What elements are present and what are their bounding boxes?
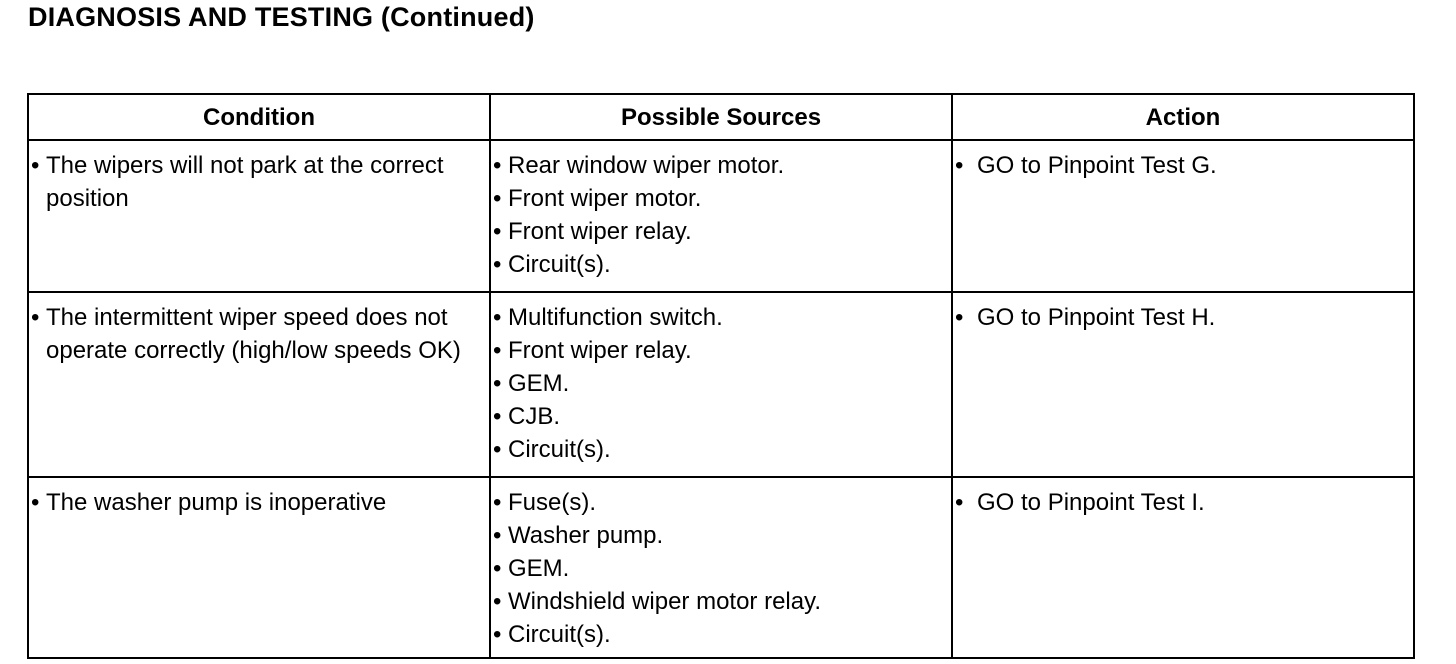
- diagnosis-table: [27, 93, 1415, 659]
- source-item: • Circuit(s).: [493, 248, 945, 281]
- possible-sources-cell: [490, 477, 952, 658]
- column-header-condition: Condition: [28, 94, 490, 140]
- column-header-action: Action: [952, 94, 1414, 140]
- condition-item: • The intermittent wiper speed does not operate correctly (high/low speeds OK): [31, 301, 483, 367]
- source-item: • CJB.: [493, 400, 945, 433]
- page-title: DIAGNOSIS AND TESTING (Continued): [28, 2, 535, 32]
- table-header-row: [28, 94, 1414, 140]
- action-item: • GO to Pinpoint Test I.: [955, 486, 1407, 519]
- source-item: • Circuit(s).: [493, 618, 945, 651]
- table-row: [28, 477, 1414, 658]
- action-item: • GO to Pinpoint Test G.: [955, 149, 1407, 182]
- action-cell: [952, 140, 1414, 292]
- source-item: • GEM.: [493, 367, 945, 400]
- source-item: • Circuit(s).: [493, 433, 945, 466]
- source-item: • Fuse(s).: [493, 486, 945, 519]
- condition-cell: [28, 292, 490, 477]
- table-row: [28, 140, 1414, 292]
- action-item: • GO to Pinpoint Test H.: [955, 301, 1407, 334]
- possible-sources-cell: [490, 292, 952, 477]
- condition-item: • The washer pump is inoperative: [31, 486, 483, 519]
- source-item: • Front wiper relay.: [493, 334, 945, 367]
- source-item: • Front wiper motor.: [493, 182, 945, 215]
- action-cell: [952, 292, 1414, 477]
- condition-cell: [28, 477, 490, 658]
- condition-item: • The wipers will not park at the correct position: [31, 149, 483, 215]
- action-cell: [952, 477, 1414, 658]
- source-item: • Multifunction switch.: [493, 301, 945, 334]
- column-header-possible-sources: Possible Sources: [490, 94, 952, 140]
- table-row: [28, 292, 1414, 477]
- source-item: • Washer pump.: [493, 519, 945, 552]
- condition-cell: [28, 140, 490, 292]
- possible-sources-cell: [490, 140, 952, 292]
- source-item: • GEM.: [493, 552, 945, 585]
- source-item: • Windshield wiper motor relay.: [493, 585, 945, 618]
- source-item: • Rear window wiper motor.: [493, 149, 945, 182]
- source-item: • Front wiper relay.: [493, 215, 945, 248]
